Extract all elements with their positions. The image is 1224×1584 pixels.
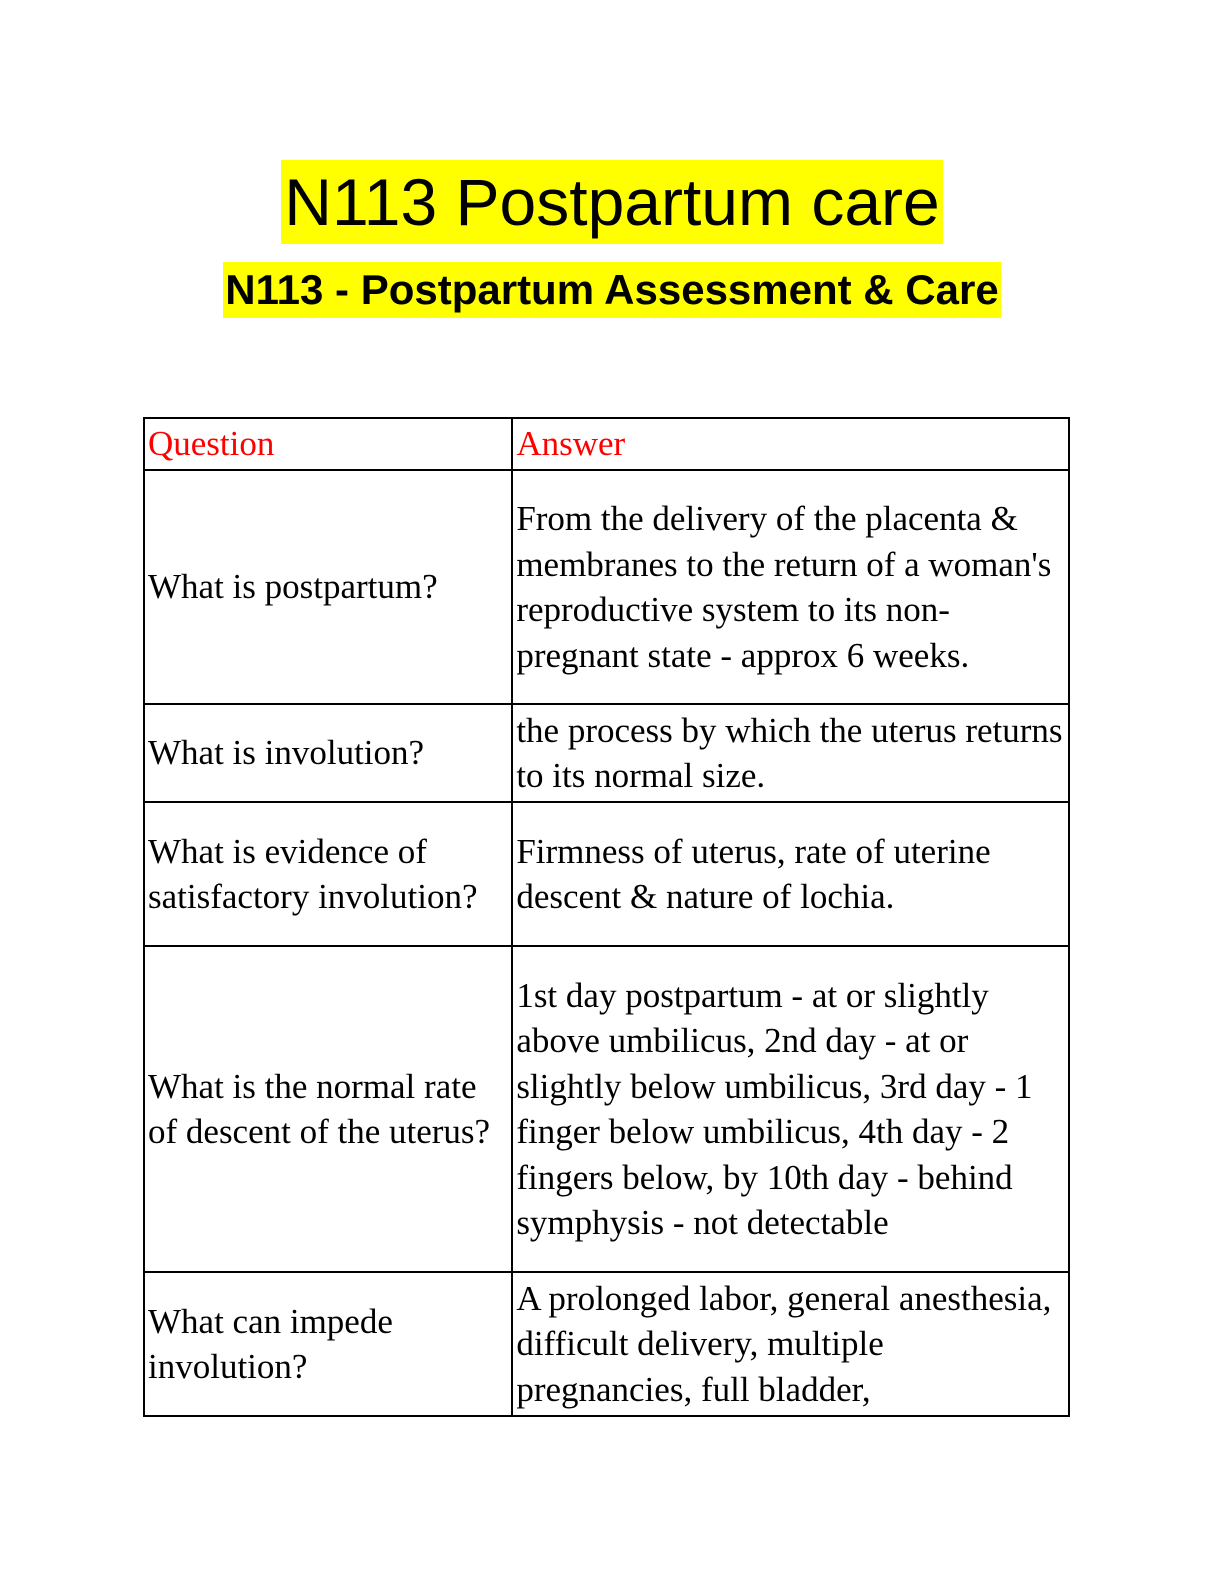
answer-cell: A prolonged labor, general anesthesia, difficult delivery, multiple pregnancies, full bladder, bbox=[512, 1272, 1069, 1416]
table-row bbox=[144, 704, 1069, 802]
qa-table bbox=[143, 417, 1070, 1417]
table-row bbox=[144, 1272, 1069, 1416]
answer-cell: 1st day postpartum - at or slightly above umbilicus, 2nd day - at or slightly below umbilicus, 3rd day - 1 finger below umbilicus, 4th day - 2 fingers below, by 10th day - behind symphysis - not detectable bbox=[512, 946, 1069, 1272]
table-row bbox=[144, 802, 1069, 946]
answer-cell: the process by which the uterus returns to its normal size. bbox=[512, 704, 1069, 802]
question-cell: What can impede involution? bbox=[144, 1272, 512, 1416]
table-row bbox=[144, 470, 1069, 704]
question-cell: What is evidence of satisfactory involution? bbox=[144, 802, 512, 946]
question-cell: What is the normal rate of descent of the uterus? bbox=[144, 946, 512, 1272]
title-container bbox=[0, 160, 1224, 244]
table-row bbox=[144, 946, 1069, 1272]
subtitle-container bbox=[0, 262, 1224, 318]
page-title: N113 Postpartum care bbox=[281, 160, 942, 244]
answer-column-header: Answer bbox=[512, 418, 1069, 470]
answer-cell: Firmness of uterus, rate of uterine descent & nature of lochia. bbox=[512, 802, 1069, 946]
answer-cell: From the delivery of the placenta & membranes to the return of a woman's reproductive system to its non-pregnant state - approx 6 weeks. bbox=[512, 470, 1069, 704]
page-subtitle: N113 - Postpartum Assessment & Care bbox=[223, 262, 1000, 318]
question-column-header: Question bbox=[144, 418, 512, 470]
question-cell: What is involution? bbox=[144, 704, 512, 802]
table-header-row bbox=[144, 418, 1069, 470]
question-cell: What is postpartum? bbox=[144, 470, 512, 704]
